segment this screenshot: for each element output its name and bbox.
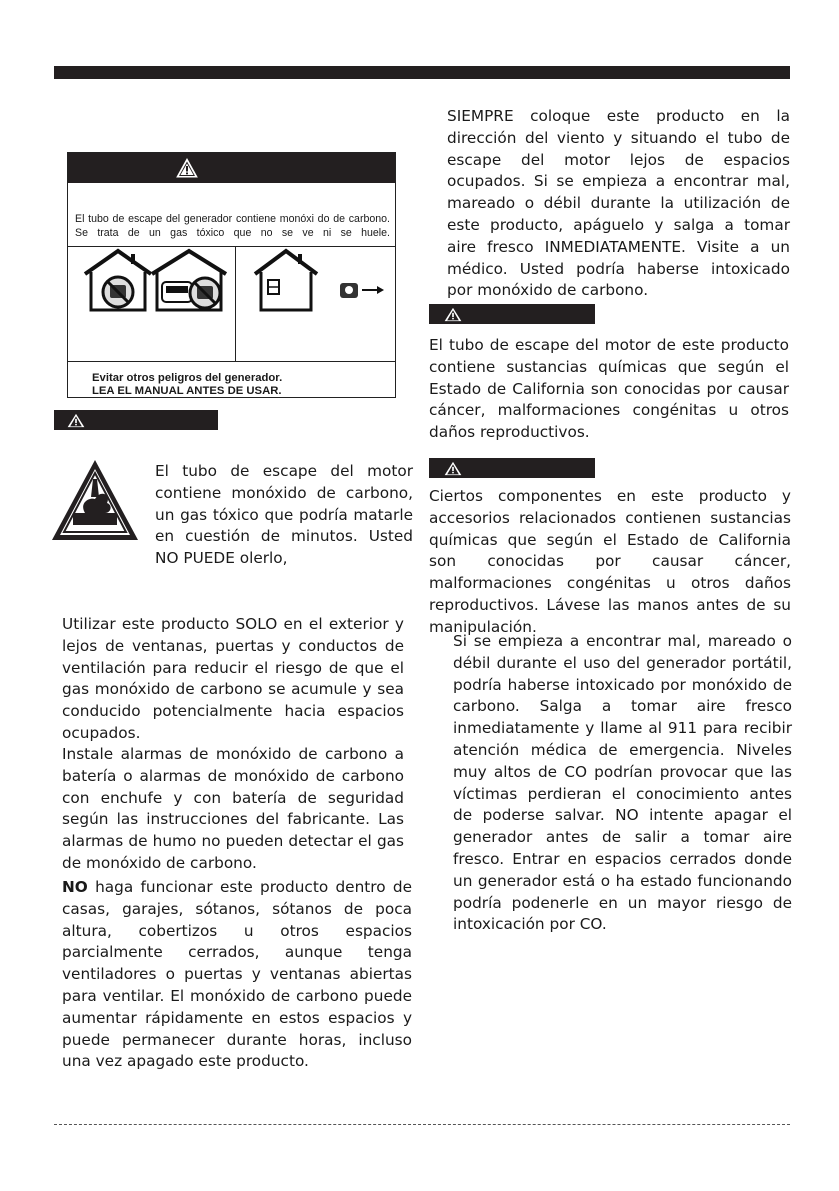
warning-bar (54, 410, 218, 430)
warning-bar (429, 458, 595, 478)
warning-triangle-icon (443, 307, 463, 322)
warning-bar (429, 304, 595, 324)
warning-triangle-icon (176, 158, 198, 178)
california-exhaust-text: El tubo de escape del motor de este producto contiene sustancias químicas que según el Estado de California son conocidas por causar cáncer, malformaciones congénitas u otros daños reproductivos. (429, 336, 789, 442)
no-indoor-rest: haga funcionar este producto dentro de casas, garajes, sótanos, sótanos de poca altura, cobertizos u otros espacios parcialmente cerrados, aunque tenga ventiladores o puertas y ventanas abiertas para ventilar. El monóxido de carbono puede aumentar rápidamente en estos espacios y puede permanecer durante horas, incluso una vez apagado este producto. (62, 878, 412, 1071)
footer-line: LEA EL MANUAL ANTES DE USAR. (92, 385, 282, 397)
no-house-generator-icon (83, 248, 153, 312)
no-indoor-text (62, 877, 412, 1073)
co-hazard-icon (49, 457, 141, 543)
co-warning-text: El tubo de escape del motor contiene monóxido de carbono, un gas tóxico que podría matarle en cuestión de minutos. Usted NO PUEDE olerlo, (155, 462, 413, 568)
label-footer (92, 372, 282, 398)
co-warning-label (67, 152, 396, 398)
footer-line: Evitar otros peligros del generador. (92, 372, 283, 384)
co-symptoms-text: Si se empieza a encontrar mal, mareado o débil durante el uso del generador portátil, podría haberse intoxicado por monóxido de carbono. Salga a tomar aire fresco inmediatamente y llame al 911 para recibir atención médica de emergencia. Niveles muy altos de CO podrían provocar que las víctimas perdieran el conocimiento antes de poderse salvar. NO intente apagar el generador antes de salir a tomar aire fresco. Entrar en espacios cerrados donde un generador está o ha estado funcionando podría podenerle en un mayor riesgo de intoxicación por CO. (453, 632, 792, 934)
divider (235, 247, 236, 361)
outdoor-use-text: Utilizar este producto SOLO en el exterior y lejos de ventanas, puertas y conductos de ventilación para reducir el riesgo de que el gas monóxido de carbono se acumule y sea conducido potencialmente hacia espacios ocupados. (62, 615, 404, 742)
california-components-text: Ciertos componentes en este producto y accesorios relacionados contienen sustancias químicas que según el Estado de California son conocidas por causar cáncer, malformaciones congénitas u otros daños reproductivos. Lávese las manos antes de su manipulación. (429, 487, 791, 636)
header-bar (54, 66, 790, 79)
divider (68, 246, 395, 247)
wind-direction-text: SIEMPRE coloque este producto en la dirección del viento y situando el tubo de escape del motor lejos de espacios ocupados. Si se empieza a encontrar mal, mareado o débil durante la utilización de este producto, apáguelo y salga a tomar aire fresco INMEDIATAMENTE. Visite a un médico. Usted podría haberse intoxicado por monóxido de carbono. (447, 107, 790, 300)
label-text: El tubo de escape del generador contiene monóxi do de carbono. Se trata de un gas tóxico que no se ve ni se huele. (75, 213, 390, 239)
alarms-text: Instale alarmas de monóxido de carbono a batería o alarmas de monóxido de carbono con enchufe y con batería de seguridad según las instrucciones del fabricante. Las alarmas de humo no pueden detectar el gas de monóxido de carbono. (62, 745, 404, 872)
house-outdoor-icon (253, 248, 319, 312)
no-emphasis: NO (62, 878, 88, 896)
no-garage-generator-icon (150, 248, 228, 312)
label-header (68, 153, 395, 183)
warning-triangle-icon (443, 461, 463, 476)
footer-line (54, 1124, 790, 1125)
divider (68, 361, 395, 362)
warning-triangle-icon (66, 413, 86, 428)
generator-icon (338, 278, 386, 304)
